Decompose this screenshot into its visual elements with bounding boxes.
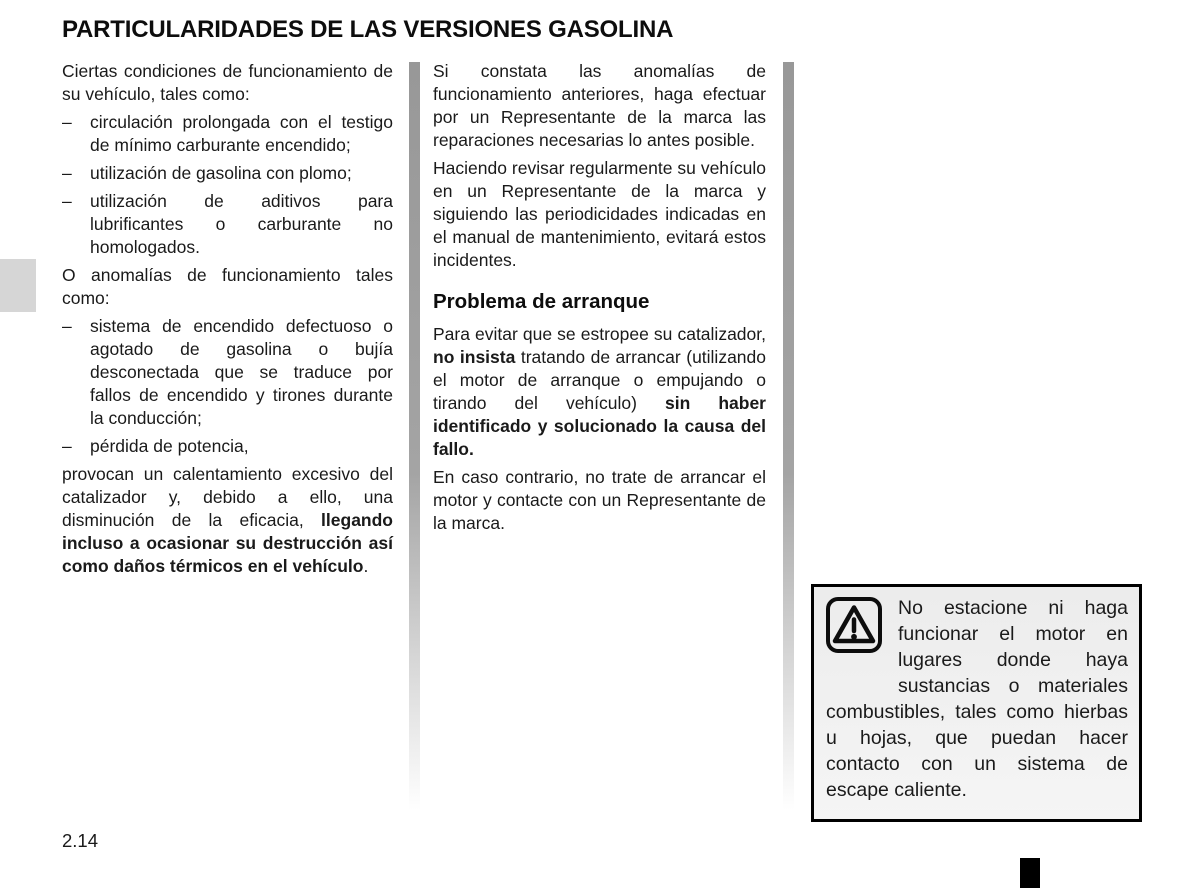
bullet-dash: –: [62, 163, 72, 183]
list-item: [62, 162, 393, 185]
list-item-text: utilización de gasolina con plomo;: [90, 163, 352, 183]
list-item-text: circulación prolongada con el testigo de mínimo carburante encendido;: [90, 112, 393, 155]
bullet-dash: –: [62, 112, 72, 132]
list-item-text: pérdida de potencia,: [90, 436, 249, 456]
warning-icon-holder: [826, 595, 898, 695]
bullet-dash: –: [62, 316, 72, 336]
paragraph-anomalies: Si constata las anomalías de funcionamiento anteriores, haga efectuar por un Representante de la marca las reparaciones necesarias lo antes posible.: [433, 61, 766, 150]
list-item-text: utilización de aditivos para lubrificantes o carburante no homologados.: [90, 191, 393, 257]
warning-triangle-icon: [826, 597, 882, 653]
starting-text-c: tratando de arrancar (utilizando el motor de arranque o empujando o tirando del vehículo): [433, 347, 767, 413]
list-item: [62, 111, 393, 157]
list-item: [62, 315, 393, 430]
paragraph-intro: Ciertas condiciones de funcionamiento de su vehículo, tales como:: [62, 61, 393, 104]
warning-text: No estacione ni haga funcionar el motor en lugares donde haya sustancias o materiales combustibles, tales como hierbas u hojas, que puedan hacer contacto con un sistema de escape caliente.: [826, 597, 1128, 801]
warning-box: [811, 584, 1142, 822]
starting-text-bold-causa: sin haber identificado y solucionado la causa del fallo.: [433, 393, 766, 459]
bullet-dash: –: [62, 191, 72, 211]
closing-text-normal: provocan un calentamiento excesivo del catalizador y, debido a ello, una disminución de la eficacia,: [62, 464, 393, 530]
warning-box-content: [814, 587, 1139, 803]
chapter-tab-marker: [0, 259, 36, 312]
bottom-index-mark: [1020, 858, 1040, 888]
column-left: [62, 60, 393, 583]
column-divider-left: [409, 62, 420, 810]
paragraph-otherwise: En caso contrario, no trate de arrancar el motor y contacte con un Representante de la marca.: [433, 467, 766, 533]
paragraph-starting-problem: [433, 323, 766, 461]
list-item: [62, 190, 393, 259]
starting-text-bold-no-insista: no insista: [433, 347, 516, 367]
list-item: [62, 435, 393, 458]
paragraph-maintenance: Haciendo revisar regularmente su vehículo en un Representante de la marca y siguiendo las periodicidades indicadas en el manual de mantenimiento, evitará estos incidentes.: [433, 158, 766, 270]
paragraph-closing: [62, 463, 393, 578]
page-number: 2.14: [62, 830, 99, 851]
page-title: PARTICULARIDADES DE LAS VERSIONES GASOLINA: [62, 16, 674, 43]
closing-text-period: .: [363, 556, 369, 576]
starting-text-a: Para evitar que se estropee su catalizador,: [433, 324, 766, 344]
closing-text-bold: llegando incluso a ocasionar su destrucción así como daños térmicos en el vehículo: [62, 510, 393, 576]
list-item-text: sistema de encendido defectuoso o agotado de gasolina o bujía desconectada que se traduce por fallos de encendido y tirones durante la conducción;: [90, 316, 393, 428]
paragraph-intro2: O anomalías de funcionamiento tales como:: [62, 265, 393, 308]
column-divider-right: [783, 62, 794, 810]
section-heading-problema-de-arranque: Problema de arranque: [433, 290, 650, 313]
bullet-dash: –: [62, 436, 72, 456]
column-middle: [433, 60, 766, 540]
